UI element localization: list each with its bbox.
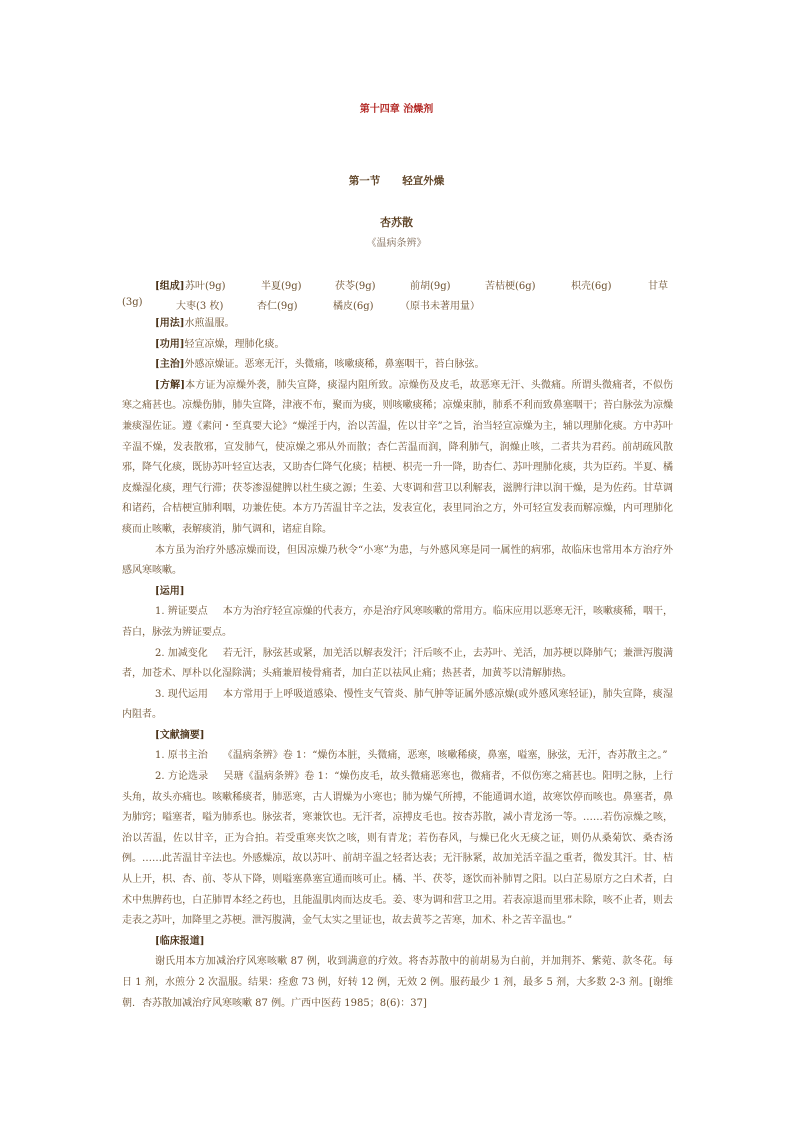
literature-item: [122, 767, 673, 932]
literature-item: [122, 746, 673, 767]
usage-label: [用法]: [155, 318, 185, 329]
application-item: [122, 602, 673, 643]
analysis-label: [方解]: [155, 379, 185, 391]
item-text: 本方常用于上呼吸道感染、慢性支气管炎、肺气肿等证属外感凉燥(或外感风寒轻证)，肺失宣降，痰湿内阻者。: [122, 688, 673, 721]
application-item: [122, 644, 673, 685]
ingredient: 苏叶(9g): [185, 281, 226, 292]
application-item: [122, 685, 673, 726]
clinical-label: [临床报道]: [155, 935, 205, 947]
item-title: 3. 现代运用: [155, 688, 208, 700]
analysis: [122, 376, 673, 541]
item-title: 2. 方论选录: [155, 771, 209, 783]
indications-label: [主治]: [155, 359, 185, 371]
clinical-text: 谢氏用本方加减治疗风寒咳嗽 87 例，收到满意的疗效。将杏苏散中的前胡易为白前，并加荆芥、紫菀、款冬花。每日 1 剂，水煎分 2 次温服。结果：痊愈 73 例，好转 12 例，无效 2 例。服药最少 1 剂，最多 5 剂，大多数 2-3 剂。[谢维朝．杏苏散加减治疗风寒咳嗽 87 例。广西中医药 1985；8(6)：37]: [122, 956, 673, 1009]
indications: [122, 355, 673, 376]
item-title: 1. 辨证要点: [155, 606, 208, 618]
item-text: 吴瑭《温病条辨》卷 1：“燥伤皮毛，故头微痛恶寒也，微痛者，不似伤寒之痛甚也。阳明之脉，上行头角，故头亦痛也。咳嗽稀痰者，肺恶寒，古人谓燥为小寒也；肺为燥气所搏，不能通调水道，故寒饮停而咳也。鼻塞者，鼻为肺窍；嗌塞者，嗌为肺系也。脉弦者，寒兼饮也。无汗者，凉搏皮毛也。按杏苏散，减小青龙汤一等。……若伤凉燥之咳，治以苦温，佐以甘辛，正为合拍。若受重寒夹饮之咳，则有青龙；若伤春风，与燥已化火无痰之证，则仍从桑菊饮、桑杏汤例。……此苦温甘辛法也。外感燥凉，故以苏叶、前胡辛温之轻者达表；无汗脉紧，故加羌活辛温之重者，微发其汗。甘、桔从上开，枳、杏、前、苓从下降，则嗌塞鼻塞宣通而咳可止。橘、半、茯苓，逐饮而补肺胃之阳。以白芷易原方之白术者，白术中焦脾药也，白芷肺胃本经之药也，且能温肌肉而达皮毛。姜、枣为调和营卫之用。若表凉退而里邪未除，咳不止者，则去走表之苏叶，加降里之苏梗。泄泻腹满，金气太实之里证也，故去黄芩之苦寒，加术、朴之苦辛温也。”: [122, 771, 673, 927]
ingredient: 苦桔梗(6g): [485, 281, 536, 292]
literature-label: [文献摘要]: [155, 729, 205, 741]
ingredient: 半夏(9g): [261, 281, 302, 292]
function: [122, 335, 673, 356]
document-body: [122, 314, 673, 1014]
ingredient-note: （原书未著用量）: [400, 301, 480, 312]
item-text: 《温病条辨》卷 1：“燥伤本脏，头微痛，恶寒，咳嗽稀痰，鼻塞，嗌塞，脉弦，无汗，杏苏散主之。”: [222, 750, 668, 762]
ingredient: 甘草: [648, 281, 668, 292]
section-title: 第一节 轻宣外燥: [348, 175, 445, 187]
ingredient: 枳壳(6g): [571, 281, 612, 292]
ingredient: 大枣(3 枚): [176, 301, 224, 312]
chapter-title: 第十四章 治燥剂: [359, 104, 434, 115]
function-label: [功用]: [155, 338, 185, 350]
ingredient: 杏仁(9g): [257, 301, 298, 312]
formula-name: 杏苏散: [380, 216, 413, 229]
ingredient: (3g): [122, 297, 143, 308]
usage-text: 水煎温服。: [184, 318, 235, 329]
item-text: 若无汗，脉弦甚或紧，加羌活以解表发汗；汗后咳不止，去苏叶、羌活，加苏梗以降肺气；兼泄泻腹满者，加苍术、厚朴以化湿除满；头痛兼眉棱骨痛者，加白芷以祛风止痛；热甚者，加黄芩以清解肺热。: [122, 647, 673, 680]
item-title: 1. 原书主治: [155, 750, 208, 762]
indications-text: 外感凉燥证。恶寒无汗，头微痛，咳嗽痰稀，鼻塞咽干，苔白脉弦。: [184, 359, 485, 371]
ingredient: 前胡(9g): [410, 281, 451, 292]
ingredient: 橘皮(6g): [333, 301, 374, 312]
application-label: [运用]: [155, 585, 185, 597]
item-title: 2. 加减变化: [155, 647, 208, 659]
function-text: 轻宣凉燥，理肺化痰。: [184, 338, 285, 350]
composition-label: [组成]: [155, 281, 185, 292]
formula-source: 《温病条辨》: [366, 238, 427, 249]
item-text: 本方为治疗轻宣凉燥的代表方，亦是治疗风寒咳嗽的常用方。临床应用以恶寒无汗，咳嗽痰稀，咽干，苔白，脉弦为辨证要点。: [122, 606, 673, 638]
analysis-text: 本方证为凉燥外袭，肺失宣降，痰湿内阻所致。凉燥伤及皮毛，故恶寒无汗、头微痛。所谓头微痛者，不似伤寒之痛甚也。凉燥伤肺，肺失宣降，津液不布，聚而为痰，则咳嗽痰稀；凉燥束肺，肺系不利而致鼻塞咽干；苔白脉弦为凉燥兼痰湿佐证。遵《素问・至真要大论》“燥淫于内，治以苦温，佐以甘辛”之旨，治当轻宣凉燥为主，辅以理肺化痰。方中苏叶辛温不燥，发表散邪，宣发肺气，使凉燥之邪从外而散；杏仁苦温而润，降利肺气，润燥止咳，二者共为君药。前胡疏风散邪，降气化痰，既协苏叶轻宣达表，又助杏仁降气化痰；桔梗、枳壳一升一降，助杏仁、苏叶理肺化痰，共为臣药。半夏、橘皮燥湿化痰，理气行滞；茯苓渗湿健脾以杜生痰之源；生姜、大枣调和营卫以利解表，滋脾行津以润干燥，是为佐药。甘草调和诸药，合桔梗宣肺利咽，功兼佐使。本方乃苦温甘辛之法，发表宣化，表里同治之方，外可轻宣发表而解凉燥，内可理肺化痰而止咳嗽，表解痰消，肺气调和，诸症自除。: [122, 379, 673, 535]
ingredient: 茯苓(9g): [335, 281, 376, 292]
analysis-note: 本方虽为治疗外感凉燥而设，但因凉燥乃秋令“小寒”为患，与外感风寒是同一属性的病邪，故临床也常用本方治疗外感风寒咳嗽。: [122, 544, 673, 577]
usage: [122, 314, 673, 335]
